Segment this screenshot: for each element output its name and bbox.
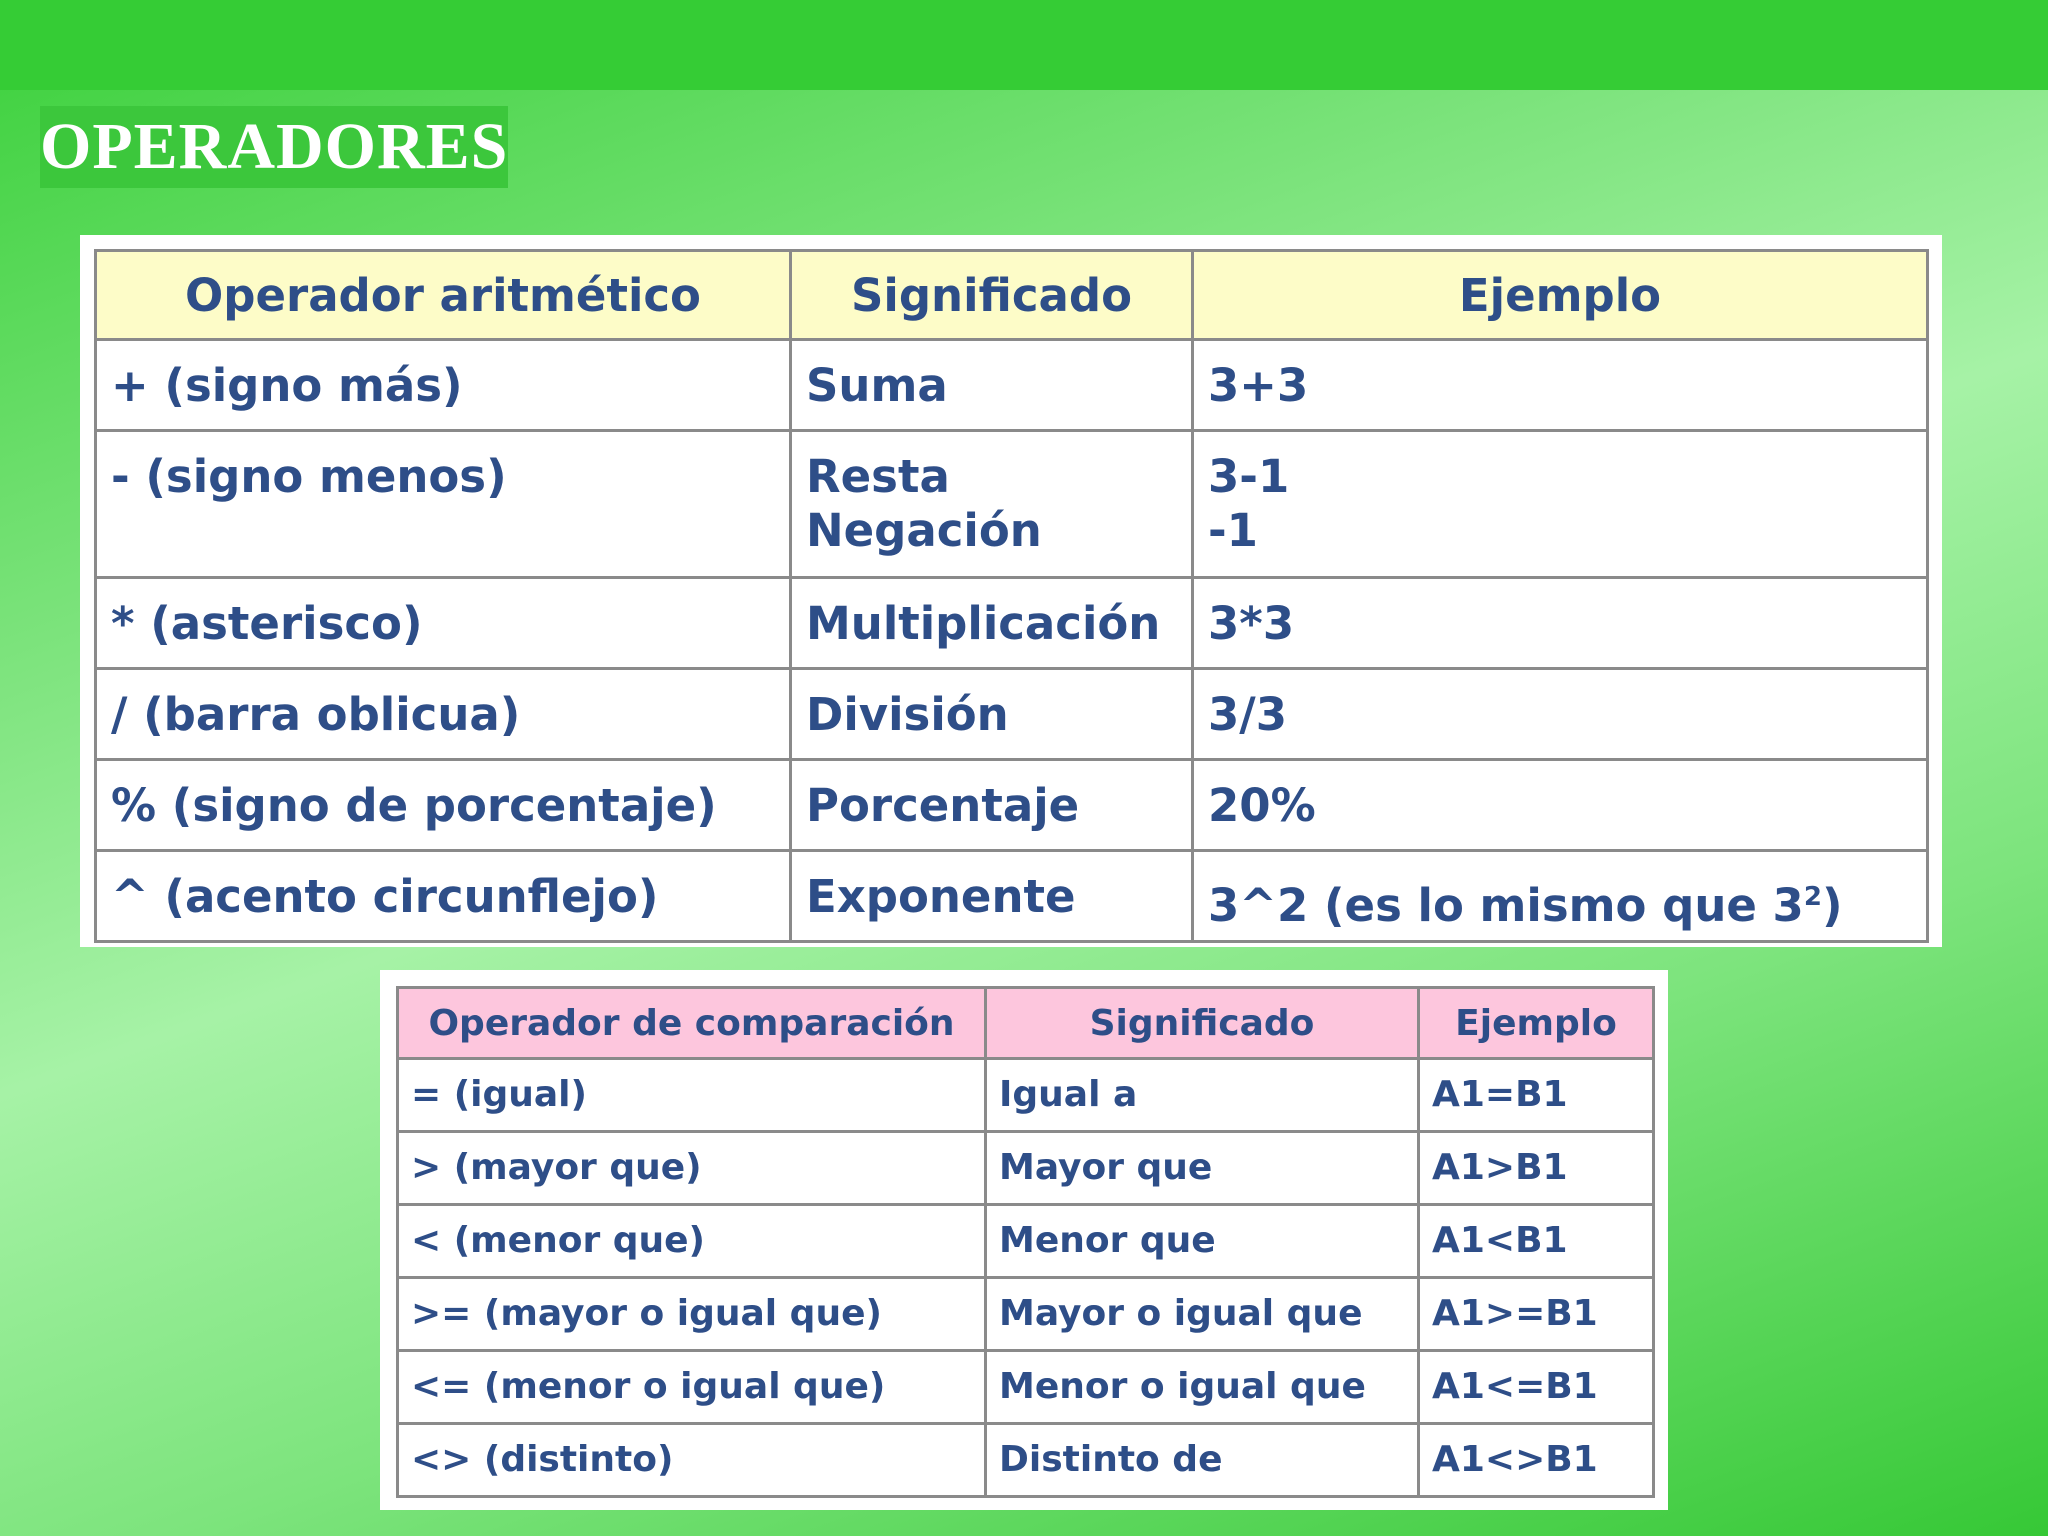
page-title: OPERADORES xyxy=(40,106,508,188)
table-row xyxy=(398,1205,1654,1278)
meaning-cell xyxy=(791,340,1193,431)
table-row xyxy=(398,1132,1654,1205)
example-cell: A1>B1 xyxy=(1419,1132,1654,1205)
operator-cell: < (menor que) xyxy=(398,1205,986,1278)
comparison-operators-table xyxy=(396,986,1655,1498)
column-header: Operador aritmético xyxy=(96,251,791,340)
example-tail: ) xyxy=(1821,879,1843,932)
meaning-cell: Mayor o igual que xyxy=(986,1278,1419,1351)
operator-cell: * (asterisco) xyxy=(96,578,791,669)
example-line: -1 xyxy=(1208,504,1258,557)
column-header: Significado xyxy=(986,988,1419,1059)
example-cell: A1<=B1 xyxy=(1419,1351,1654,1424)
table-row xyxy=(398,1351,1654,1424)
operator-cell: ^ (acento circunflejo) xyxy=(96,851,791,942)
operator-cell: = (igual) xyxy=(398,1059,986,1132)
example-line: 3*3 xyxy=(1208,597,1295,650)
operator-cell: - (signo menos) xyxy=(96,431,791,578)
meaning-cell xyxy=(791,851,1193,942)
arithmetic-table-panel xyxy=(80,235,1942,947)
meaning-cell xyxy=(791,431,1193,578)
meaning-cell: Distinto de xyxy=(986,1424,1419,1497)
table-row xyxy=(96,578,1928,669)
operator-cell: <= (menor o igual que) xyxy=(398,1351,986,1424)
operator-cell: <> (distinto) xyxy=(398,1424,986,1497)
example-cell xyxy=(1193,578,1928,669)
table-row xyxy=(96,669,1928,760)
example-cell xyxy=(1193,669,1928,760)
example-cell: A1=B1 xyxy=(1419,1059,1654,1132)
meaning-line: División xyxy=(806,688,1009,741)
meaning-cell xyxy=(791,669,1193,760)
arithmetic-operators-table xyxy=(94,249,1929,943)
column-header: Ejemplo xyxy=(1419,988,1654,1059)
example-cell xyxy=(1193,851,1928,942)
operator-cell: / (barra oblicua) xyxy=(96,669,791,760)
meaning-line: Multiplicación xyxy=(806,597,1161,650)
meaning-cell: Mayor que xyxy=(986,1132,1419,1205)
column-header: Ejemplo xyxy=(1193,251,1928,340)
table-row xyxy=(398,1059,1654,1132)
meaning-line: Resta xyxy=(806,450,950,503)
meaning-cell xyxy=(791,760,1193,851)
meaning-line: Porcentaje xyxy=(806,779,1080,832)
operator-cell: >= (mayor o igual que) xyxy=(398,1278,986,1351)
example-cell xyxy=(1193,340,1928,431)
operator-cell: > (mayor que) xyxy=(398,1132,986,1205)
comparison-table-panel xyxy=(380,970,1668,1510)
column-header: Significado xyxy=(791,251,1193,340)
table-header-row xyxy=(96,251,1928,340)
top-bar xyxy=(0,0,2048,90)
table-row xyxy=(398,1424,1654,1497)
table-row xyxy=(96,431,1928,578)
meaning-line: Exponente xyxy=(806,870,1076,923)
operator-cell: + (signo más) xyxy=(96,340,791,431)
table-row xyxy=(96,760,1928,851)
example-text: 3^2 (es lo mismo que 3 xyxy=(1208,879,1804,932)
meaning-cell: Menor que xyxy=(986,1205,1419,1278)
exponent-superscript: 2 xyxy=(1803,882,1822,912)
table-row xyxy=(398,1278,1654,1351)
example-cell: A1>=B1 xyxy=(1419,1278,1654,1351)
table-row xyxy=(96,340,1928,431)
meaning-line: Suma xyxy=(806,359,948,412)
table-row xyxy=(96,851,1928,942)
example-line: 20% xyxy=(1208,779,1316,832)
example-cell: A1<B1 xyxy=(1419,1205,1654,1278)
meaning-cell xyxy=(791,578,1193,669)
meaning-line: Negación xyxy=(806,504,1042,557)
example-line: 3-1 xyxy=(1208,450,1290,503)
meaning-cell: Menor o igual que xyxy=(986,1351,1419,1424)
example-cell: A1<>B1 xyxy=(1419,1424,1654,1497)
example-line: 3/3 xyxy=(1208,688,1288,741)
meaning-cell: Igual a xyxy=(986,1059,1419,1132)
operator-cell: % (signo de porcentaje) xyxy=(96,760,791,851)
example-cell xyxy=(1193,431,1928,578)
example-line xyxy=(1208,870,1912,933)
column-header: Operador de comparación xyxy=(398,988,986,1059)
table-header-row xyxy=(398,988,1654,1059)
example-cell xyxy=(1193,760,1928,851)
example-line: 3+3 xyxy=(1208,359,1309,412)
